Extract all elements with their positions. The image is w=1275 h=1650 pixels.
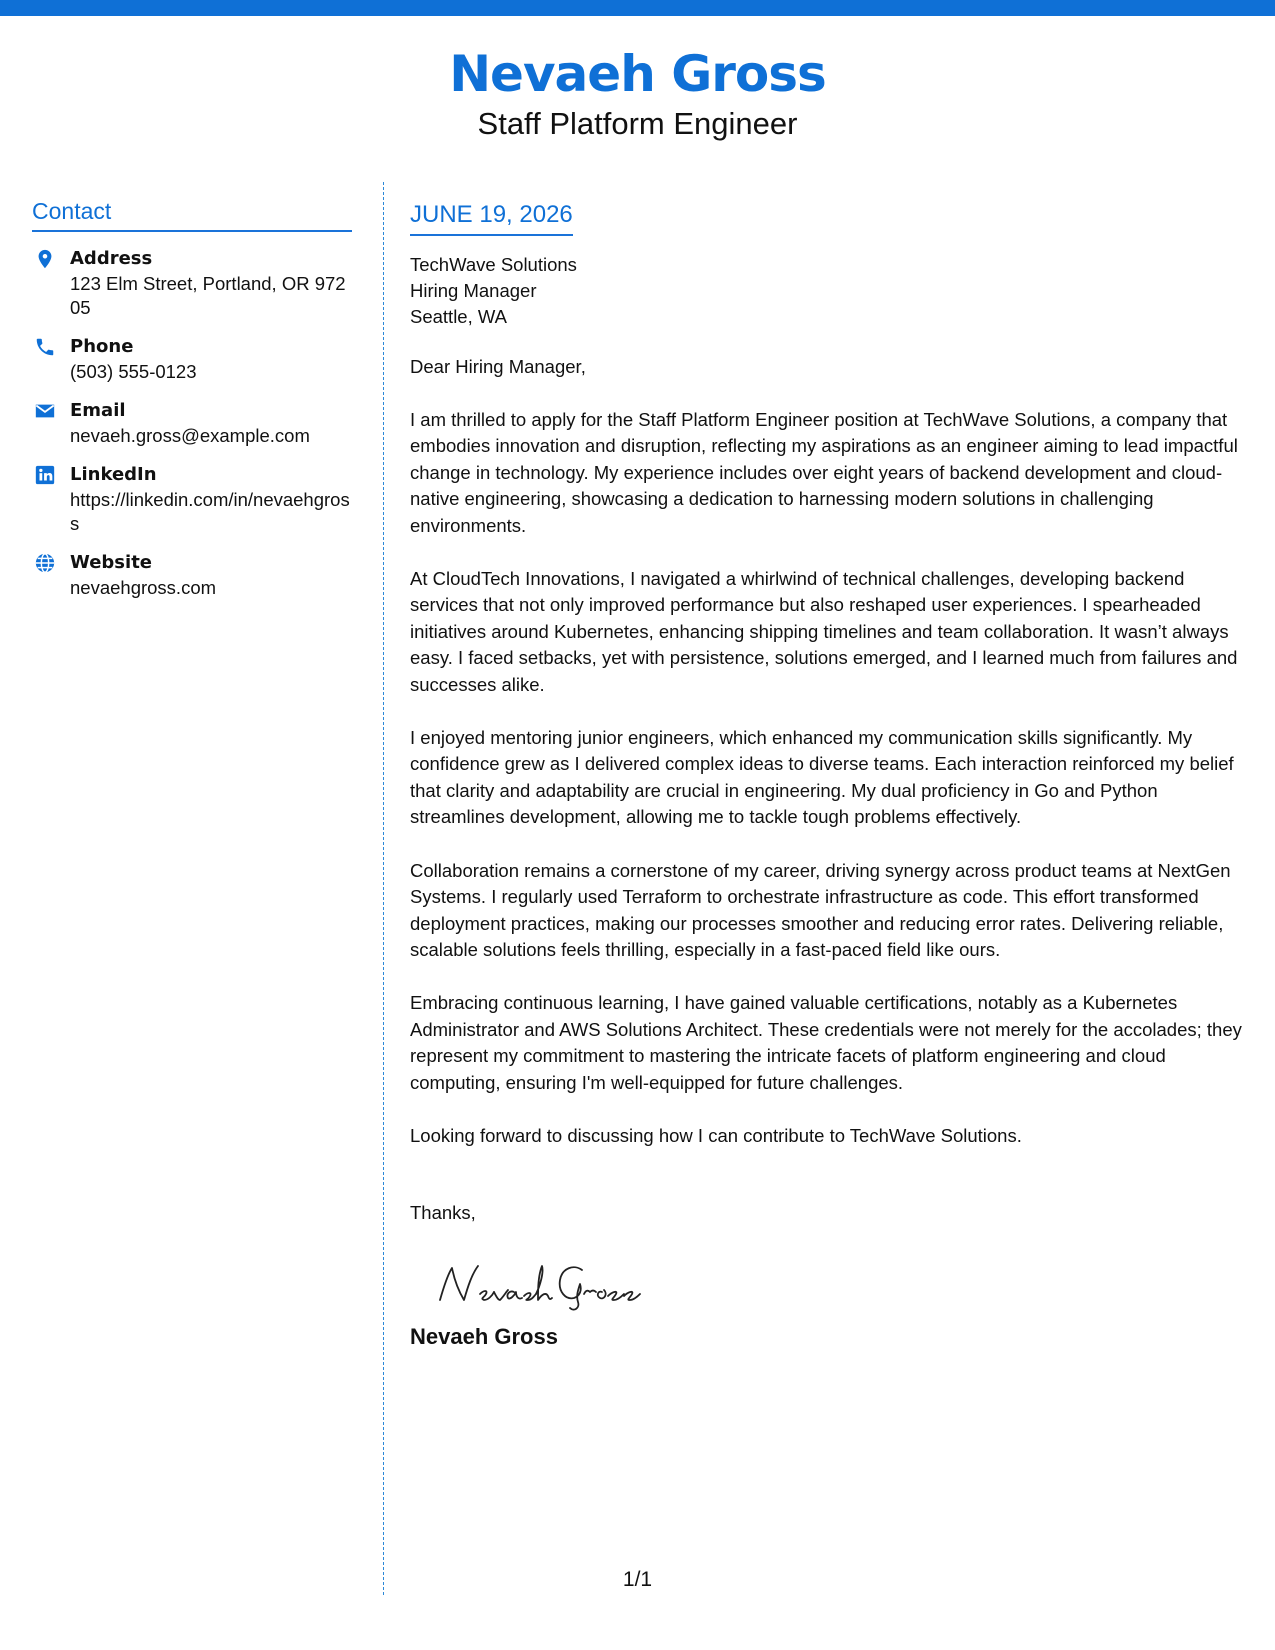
recipient-title: Hiring Manager	[410, 280, 537, 301]
website-value[interactable]: nevaehgross.com	[70, 577, 217, 598]
recipient-location: Seattle, WA	[410, 306, 507, 327]
contact-label: LinkedIn	[70, 464, 157, 485]
contact-label: Email	[70, 400, 126, 421]
top-accent-bar	[0, 0, 1275, 16]
letter-paragraph: At CloudTech Innovations, I navigated a whirlwind of technical challenges, developing backend services that not only improved performance but also reshaped user experiences. I spearheaded initiatives around Kubernetes, enhancing shipping timelines and team collaboration. It wasn’t always easy. I faced setbacks, yet with persistence, solutions emerged, and I learned much from failures and successes alike.	[410, 568, 1238, 695]
linkedin-value[interactable]: https://linkedin.com/in/nevaehgross	[70, 489, 350, 534]
phone-icon	[34, 336, 56, 358]
phone-value: (503) 555-0123	[70, 361, 197, 382]
page-header	[0, 44, 1275, 144]
contact-item-address	[32, 246, 352, 320]
letter-body	[410, 198, 1255, 1352]
map-pin-icon	[34, 248, 56, 270]
globe-icon	[34, 552, 56, 574]
envelope-icon	[34, 400, 56, 422]
letter-paragraph: Looking forward to discussing how I can contribute to TechWave Solutions.	[410, 1124, 1022, 1146]
letter-paragraph: I am thrilled to apply for the Staff Platform Engineer position at TechWave Solutions, a company that embodies innovation and disruption, reflecting my aspirations as an engineer aiming to lead impactful change in technology. My experience includes over eight years of backend development and cloud-native engineering, showcasing a dedication to harnessing modern solutions in challenging environments.	[410, 409, 1238, 536]
linkedin-icon	[34, 464, 56, 486]
contact-heading: Contact	[32, 196, 352, 232]
contact-item-phone	[32, 334, 352, 384]
signed-name: Nevaeh Gross	[410, 1324, 558, 1350]
contact-item-email	[32, 398, 352, 448]
letter-paragraph: Embracing continuous learning, I have gained valuable certifications, notably as a Kubernetes Administrator and AWS Solutions Architect. These credentials were not merely for the accolades; they represent my commitment to mastering the intricate facets of platform engineering and cloud computing, ensuring I'm well-equipped for future challenges.	[410, 992, 1242, 1093]
address-value: 123 Elm Street, Portland, OR 97205	[70, 273, 346, 318]
letter-date: JUNE 19, 2026	[410, 198, 573, 236]
email-value[interactable]: nevaeh.gross@example.com	[70, 425, 310, 446]
contact-label: Address	[70, 248, 153, 269]
contact-label: Phone	[70, 336, 134, 357]
handwritten-signature	[434, 1256, 674, 1316]
letter-paragraph: Collaboration remains a cornerstone of my career, driving synergy across product teams at NextGen Systems. I regularly used Terraform to orchestrate infrastructure as code. This effort transformed deployment practices, making our processes smoother and reducing error rates. Delivering reliable, scalable solutions feels thrilling, especially in a fast-paced field like ours.	[410, 859, 1231, 960]
page-number: 1/1	[622, 1568, 653, 1591]
contact-item-linkedin	[32, 462, 352, 536]
contact-item-website	[32, 550, 352, 600]
salutation: Dear Hiring Manager,	[410, 356, 586, 377]
letter-paragraph: I enjoyed mentoring junior engineers, which enhanced my communication skills significantly. My confidence grew as I delivered complex ideas to diverse teams. Each interaction reinforced my belief that clarity and adaptability are crucial in engineering. My dual proficiency in Go and Python streamlines development, allowing me to tackle tough problems effectively.	[410, 727, 1234, 828]
contact-label: Website	[70, 552, 153, 573]
closing-line: Thanks,	[410, 1202, 476, 1224]
recipient-block	[410, 252, 1255, 330]
recipient-company: TechWave Solutions	[410, 254, 577, 275]
contact-sidebar	[32, 196, 352, 600]
applicant-name: Nevaeh Gross	[449, 45, 826, 103]
applicant-role: Staff Platform Engineer	[477, 106, 798, 141]
column-divider	[383, 182, 384, 1595]
